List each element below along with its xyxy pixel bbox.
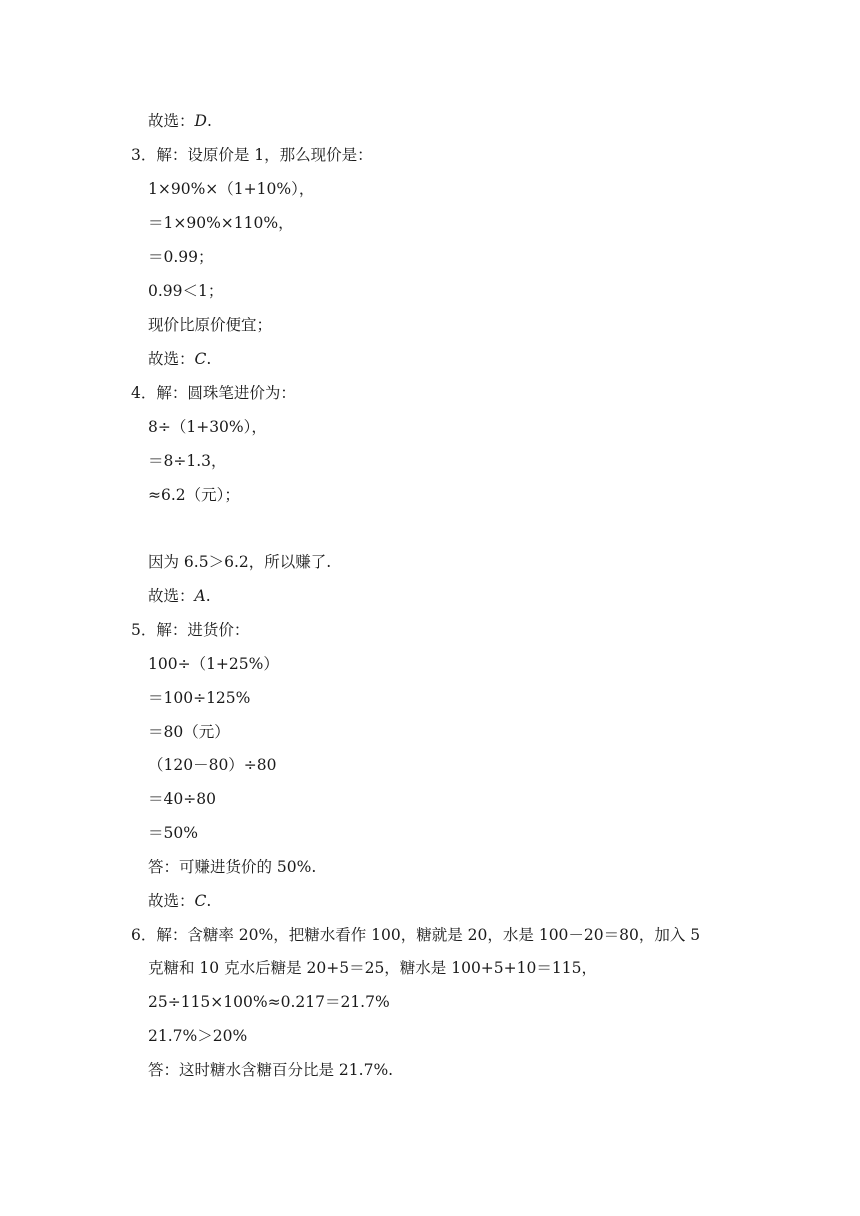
solution-step: （120－80）÷80 xyxy=(148,756,277,774)
solution-step: ＝100÷125% xyxy=(148,689,251,707)
problem-6-heading: 6．解：含糖率 20%，把糖水看作 100，糖就是 20，水是 100－20＝80，加入 5 xyxy=(131,926,701,944)
solution-step: ＝0.99； xyxy=(148,248,214,266)
problem-4-heading: 4．解：圆珠笔进价为： xyxy=(131,384,296,402)
solution-step: ＝50% xyxy=(148,824,198,842)
answer-suffix: . xyxy=(206,350,212,368)
answer-choice-line xyxy=(148,891,211,911)
solution-answer: 答：这时糖水含糖百分比是 21.7%. xyxy=(148,1061,394,1079)
solution-step: 100÷（1+25%） xyxy=(148,655,279,673)
solution-step: 现价比原价便宜； xyxy=(148,316,273,334)
answer-choice-line xyxy=(148,586,211,606)
solution-step: 因为 6.5＞6.2，所以赚了. xyxy=(148,553,332,571)
answer-letter: A xyxy=(194,587,206,605)
solution-step: ＝1×90%×110%， xyxy=(148,214,294,232)
answer-prefix: 故选： xyxy=(148,350,195,368)
answer-prefix: 故选： xyxy=(148,587,195,605)
solution-step: 1×90%×（1+10%）， xyxy=(148,180,315,198)
solution-step: ＝80（元） xyxy=(148,723,230,741)
answer-choice-line xyxy=(148,111,212,131)
answer-choice-line xyxy=(148,349,211,369)
solution-step: 25÷115×100%≈0.217＝21.7% xyxy=(148,993,390,1011)
answer-prefix: 故选： xyxy=(148,892,195,910)
solution-answer: 答：可赚进货价的 50%. xyxy=(148,858,317,876)
solution-step: 21.7%＞20% xyxy=(148,1027,248,1045)
solution-step: 0.99＜1； xyxy=(148,282,224,300)
solution-step: ＝8÷1.3， xyxy=(148,452,227,470)
answer-suffix: . xyxy=(206,892,212,910)
answer-suffix: . xyxy=(206,112,212,130)
answer-letter: D xyxy=(194,112,207,130)
solution-step: ≈6.2（元）； xyxy=(148,486,240,504)
answer-letter: C xyxy=(194,350,207,368)
problem-6-continuation: 克糖和 10 克水后糖是 20+5＝25，糖水是 100+5+10＝115， xyxy=(148,959,597,977)
solution-step: 8÷（1+30%）， xyxy=(148,418,267,436)
problem-3-heading: 3．解：设原价是 1，那么现价是： xyxy=(131,146,373,164)
problem-5-heading: 5．解：进货价： xyxy=(131,621,250,639)
answer-letter: C xyxy=(194,892,207,910)
solution-step: ＝40÷80 xyxy=(148,790,216,808)
answer-suffix: . xyxy=(205,587,211,605)
answer-prefix: 故选： xyxy=(148,112,195,130)
